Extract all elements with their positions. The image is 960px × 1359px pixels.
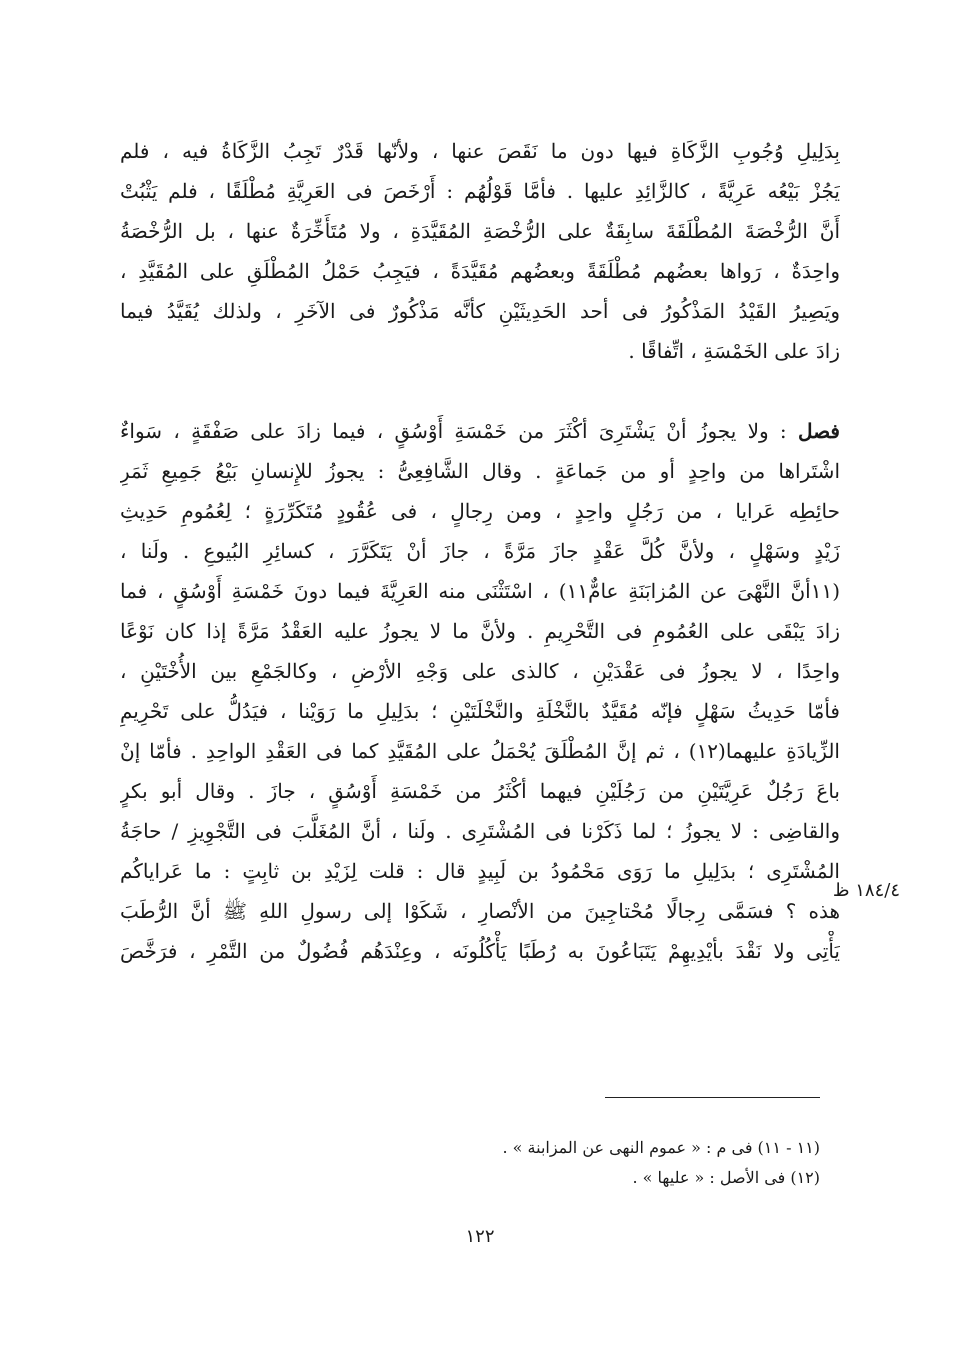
text-line-rest: : ولا يجوزُ أنْ يَشْتَرِىَ أكْثَرَ من خَمْسَةِ أَوْسُقٍ ، فيما زادَ على صَفْقَةٍ ، سَواءٌ (120, 419, 798, 443)
paragraph-2 (120, 411, 840, 971)
paragraph-1 (120, 131, 840, 371)
footnote-11: (١١ - ١١) فى م : « عموم النهى عن المزابنة » . (502, 1138, 820, 1157)
text-line: باعَ رَجُلٌ عَرِيَّتَيْنِ من رَجُلَيْنِ فيهما أكْثَرُ من خَمْسَةِ أَوْسُقٍ ، جازَ . وقال أبو بكرٍ (120, 779, 840, 803)
text-line: بِدَلِيلِ وُجُوبِ الزَّكَاةِ فيها دون ما نَقَصَ عنها ، ولأنّها قَدْرٌ تَجِبُ الزَّكَاةُ فيه ، فلم (120, 139, 840, 163)
text-line: واحِدًا ، لا يجوزُ فى عَقْدَيْنِ ، كالذى على وَجْهِ الأرْضِ ، وكالجَمْعِ بين الأُخْتَيْنِ ، (120, 659, 840, 683)
text-line: زادَ على الخَمْسَةِ ، اتِّفاقًا . (628, 339, 840, 363)
footnote-divider (605, 1097, 820, 1098)
text-line: والقاضِى : لا يجوزُ ؛ لما ذَكَرْنا فى المُشْتَرِى . ولَنا ، أنَّ المُغَلَّبَ فى التَّجْوِيزِ / حاجَةُ (120, 819, 840, 843)
text-line: (١١أنَّ النَّهْىَ عن المُزابَنَةِ عامٌّ١١) ، اسْتَثْنَى منه العَرِيَّةَ فيما دونَ خَمْسَةِ أَوْسُقٍ ، فما (120, 579, 840, 603)
text-line: أَنَّ الرُّخْصَةَ المُطْلَقَةَ سابِقَةٌ على الرُّخْصَةِ المُقَيَّدَةِ ، ولا مُتَأَخِّرَةٌ عنها ، بل الرُّخْصَةُ (120, 219, 840, 243)
text-line: اشْتَراها من واحِدٍ أو من جَماعَةٍ . وقال الشَّافِعِىُّ : يجوزُ للإِنسانِ بَيْعُ جَمِيعِ ثَمَرِ (120, 459, 840, 483)
text-line: المُشْتَرِى ؛ بدَلِيلِ ما رَوَى مَحْمُودُ بن لَبِيدٍ قال : قلت لِزَيْدِ بن ثابِتٍ : ما عَراياكُم (120, 859, 840, 883)
text-line: زَيْدٍ وسَهْلٍ ، ولأنَّ كُلَّ عَقْدٍ جازَ مَرَّةً ، جازَ أنْ يَتَكَرَّرَ ، كسائِرِ البُيوعِ . ولَنا ، (120, 539, 840, 563)
text-line: الزِّيادَةِ عليهما(١٢) ، ثم إنَّ المُطْلَقَ يُحْمَلُ على المُقَيَّدِ كما فى العَقْدِ الواحِدِ . فأمّا إنْ (120, 739, 840, 763)
text-line: فأمّا حَدِيثُ سَهْلٍ فإنّه مُقَيَّدٌ بالنَّخْلَةِ والنَّخْلَتَيْنِ ؛ بدَلِيلِ ما رَوَيْنا ، فيَدُلُّ على تَحْرِيمِ (120, 699, 840, 723)
text-line: يَأْتِى ولا نَقْدَ بأيْدِيهِمْ يَتَبَاعُونَ به رُطَبًا يَأْكُلُونَه ، وعِنْدَهُم فُضُولٌ من التَّمْرِ ، فرَخَّصَ (120, 939, 840, 963)
text-line: حائِطِه عَرايا ، من رَجُلٍ واحِدٍ ، ومن رِجالٍ ، فى عُقُودٍ مُتَكَرِّرَةٍ ؛ لِعُمُومِ حَدِيثِ (120, 499, 840, 523)
footnote-12: (١٢) فى الأصل : « عليها » . (632, 1168, 820, 1187)
footnotes (200, 1133, 820, 1193)
text-line: زادَ يَبْقَى على العُمُومِ فى التَّحْرِيمِ . ولأنَّ ما لا يجوزُ عليه العَقْدُ مَرَّةً إذا كان نَوْعًا (120, 619, 840, 643)
text-line: ويَصِيرُ القَيْدُ المَذْكُورُ فى أحد الحَدِيثَيْنِ كأنَّه مَذْكُورٌ فى الآخَرِ ، ولذلك يُقَيَّدُ فيما (120, 299, 840, 323)
text-line: يَجُزْ بَيْعُه عَرِيَّةً ، كالزَّائِدِ عليها . فأمَّا قَوْلُهُم : أَرْخَصَ فى العَرِيَّةِ مُطْلَقًا ، فلم يَثْبُتْ (120, 179, 840, 203)
section-heading-fasl: فصل (797, 419, 840, 443)
page-number: ١٢٢ (465, 1226, 495, 1247)
text-line-with-heading (120, 411, 840, 451)
margin-reference: ١٨٤/٤ ظ (832, 880, 900, 901)
text-line: هذه ؟ فسَمَّى رِجالًا مُحْتاجِينَ من الأنْصارِ ، شَكَوْا إلى رسولِ اللهِ ﷺ أنَّ الرُّطَبَ (120, 899, 840, 923)
text-line: واحِدَةٌ ، رَواها بعضُهم مُطْلَقَةً وبعضُهم مُقَيَّدَةً ، فيَجِبُ حَمْلُ المُطْلَقِ على المُقَيَّدِ ، (120, 259, 840, 283)
